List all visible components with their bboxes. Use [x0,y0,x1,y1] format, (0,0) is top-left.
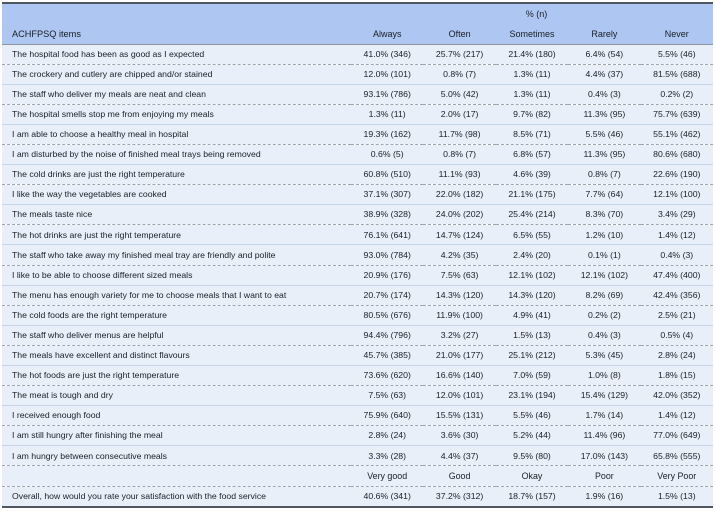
value-cell: 1.4% (12) [641,225,713,245]
value-cell: 2.8% (24) [641,345,713,365]
value-cell: 5.5% (46) [568,124,640,144]
value-cell: 3.2% (27) [423,325,495,345]
table-row [2,345,713,365]
value-cell: 15.4% (129) [568,386,640,406]
table-header [2,3,713,44]
table-row [2,406,713,426]
value-cell: 11.3% (95) [568,144,640,164]
value-cell: 0.4% (3) [641,245,713,265]
value-cell: 16.6% (140) [423,366,495,386]
value-cell: 3.4% (29) [641,205,713,225]
rating-header-very-poor: Very Poor [641,466,713,486]
table-row [2,205,713,225]
table-row [2,124,713,144]
value-cell: 9.7% (82) [496,104,568,124]
value-cell: 4.4% (37) [423,446,495,466]
item-label: I am hungry between consecutive meals [2,446,351,466]
value-cell: 22.6% (190) [641,165,713,185]
value-cell: 8.3% (70) [568,205,640,225]
item-label: The cold foods are the right temperature [2,305,351,325]
value-cell: 1.3% (11) [496,84,568,104]
value-cell: 65.8% (555) [641,446,713,466]
column-header-never: Never [641,24,713,44]
value-cell: 73.6% (620) [351,366,423,386]
value-cell: 1.2% (10) [568,225,640,245]
value-cell: 75.9% (640) [351,406,423,426]
value-cell: 1.7% (14) [568,406,640,426]
table-row [2,185,713,205]
value-cell: 15.5% (131) [423,406,495,426]
table-row [2,305,713,325]
value-cell: 38.9% (328) [351,205,423,225]
value-cell: 5.2% (44) [496,426,568,446]
item-label: The hot drinks are just the right temperature [2,225,351,245]
rating-header-very-good: Very good [351,466,423,486]
percent-n-label: % (n) [525,8,548,19]
value-cell: 3.6% (30) [423,426,495,446]
value-cell: 37.1% (307) [351,185,423,205]
rating-scale-header-row [2,466,713,486]
value-cell: 20.7% (174) [351,285,423,305]
value-cell: 0.8% (7) [423,144,495,164]
value-cell: 4.2% (35) [423,245,495,265]
value-cell: 1.3% (11) [496,64,568,84]
item-label: The staff who deliver menus are helpful [2,325,351,345]
table-row [2,225,713,245]
item-label: The meat is tough and dry [2,386,351,406]
item-label: The cold drinks are just the right temperature [2,165,351,185]
item-label: The menu has enough variety for me to choose meals that I want to eat [2,285,351,305]
value-cell: 23.1% (194) [496,386,568,406]
item-label: I am still hungry after finishing the meal [2,426,351,446]
value-cell: 4.9% (41) [496,305,568,325]
value-cell: 11.9% (100) [423,305,495,325]
value-cell: 19.3% (162) [351,124,423,144]
table-row [2,245,713,265]
table-row [2,446,713,466]
value-cell: 0.4% (3) [568,325,640,345]
value-cell: 5.5% (46) [496,406,568,426]
value-cell: 0.4% (3) [568,84,640,104]
value-cell: 12.1% (102) [568,265,640,285]
value-cell: 9.5% (80) [496,446,568,466]
value-cell: 93.1% (786) [351,84,423,104]
item-label: The meals have excellent and distinct flavours [2,345,351,365]
column-header-often: Often [423,24,495,44]
value-cell: 12.0% (101) [351,64,423,84]
value-cell: 4.4% (37) [568,64,640,84]
value-cell: 11.1% (93) [423,165,495,185]
value-cell: 0.6% (5) [351,144,423,164]
table-row [2,426,713,446]
item-label: The meals taste nice [2,205,351,225]
value-cell: 42.4% (356) [641,285,713,305]
value-cell: 1.5% (13) [496,325,568,345]
overall-satisfaction-row [2,486,713,507]
value-cell: 5.3% (45) [568,345,640,365]
value-cell: 2.4% (20) [496,245,568,265]
table-row [2,64,713,84]
value-cell: 4.6% (39) [496,165,568,185]
value-cell: 0.8% (7) [568,165,640,185]
value-cell: 1.4% (12) [641,406,713,426]
value-cell: 21.4% (180) [496,44,568,64]
rating-header-poor: Poor [568,466,640,486]
value-cell: 45.7% (385) [351,345,423,365]
value-cell: 1.0% (8) [568,366,640,386]
value-cell: 80.5% (676) [351,305,423,325]
value-cell: 76.1% (641) [351,225,423,245]
value-cell: 8.5% (71) [496,124,568,144]
table-row [2,84,713,104]
value-cell: 25.1% (212) [496,345,568,365]
value-cell: 6.8% (57) [496,144,568,164]
overall-value-cell: 40.6% (341) [351,486,423,507]
value-cell: 25.7% (217) [423,44,495,64]
rating-header-good: Good [423,466,495,486]
column-header-always: Always [351,24,423,44]
item-label: I like the way the vegetables are cooked [2,185,351,205]
overall-value-cell: 1.5% (13) [641,486,713,507]
item-label: I received enough food [2,406,351,426]
header-spacer-cell [2,3,351,24]
column-headers-row [2,24,713,44]
table-row [2,265,713,285]
overall-value-cell: 18.7% (157) [496,486,568,507]
value-cell: 94.4% (796) [351,325,423,345]
value-cell: 17.0% (143) [568,446,640,466]
value-cell: 41.0% (346) [351,44,423,64]
item-label: The hot foods are just the right temperature [2,366,351,386]
item-label: The crockery and cutlery are chipped and/or stained [2,64,351,84]
value-cell: 11.3% (95) [568,104,640,124]
value-cell: 2.8% (24) [351,426,423,446]
value-cell: 21.1% (175) [496,185,568,205]
value-cell: 81.5% (688) [641,64,713,84]
value-cell: 6.5% (55) [496,225,568,245]
value-cell: 12.0% (101) [423,386,495,406]
items-column-header: ACHFPSQ items [2,24,351,44]
value-cell: 12.1% (100) [641,185,713,205]
value-cell: 24.0% (202) [423,205,495,225]
value-cell: 5.5% (46) [641,44,713,64]
value-cell: 7.0% (59) [496,366,568,386]
table-row [2,325,713,345]
value-cell: 12.1% (102) [496,265,568,285]
value-cell: 2.5% (21) [641,305,713,325]
value-cell: 0.5% (4) [641,325,713,345]
value-cell: 11.4% (96) [568,426,640,446]
value-cell: 7.5% (63) [351,386,423,406]
value-cell: 55.1% (462) [641,124,713,144]
table-row [2,285,713,305]
value-cell: 1.8% (15) [641,366,713,386]
item-label: The hospital food has been as good as I expected [2,44,351,64]
overall-item-label: Overall, how would you rate your satisfaction with the food service [2,486,351,507]
table-row [2,44,713,64]
value-cell: 8.2% (69) [568,285,640,305]
percent-n-group-row [2,3,713,24]
value-cell: 21.0% (177) [423,345,495,365]
column-header-rarely: Rarely [568,24,640,44]
table-row [2,104,713,124]
table-row [2,386,713,406]
value-cell: 11.7% (98) [423,124,495,144]
table-row [2,366,713,386]
table-body [2,44,713,507]
item-label: The hospital smells stop me from enjoying my meals [2,104,351,124]
table-row [2,165,713,185]
value-cell: 80.6% (680) [641,144,713,164]
overall-value-cell: 1.9% (16) [568,486,640,507]
value-cell: 22.0% (182) [423,185,495,205]
value-cell: 1.3% (11) [351,104,423,124]
value-cell: 42.0% (352) [641,386,713,406]
value-cell: 5.0% (42) [423,84,495,104]
value-cell: 7.5% (63) [423,265,495,285]
value-cell: 7.7% (64) [568,185,640,205]
value-cell: 2.0% (17) [423,104,495,124]
value-cell: 0.2% (2) [641,84,713,104]
rating-header-okay: Okay [496,466,568,486]
value-cell: 14.3% (120) [423,285,495,305]
value-cell: 25.4% (214) [496,205,568,225]
value-cell: 60.8% (510) [351,165,423,185]
table-row [2,144,713,164]
item-label: The staff who take away my finished meal tray are friendly and polite [2,245,351,265]
value-cell: 3.3% (28) [351,446,423,466]
sub-header-spacer-cell [2,466,351,486]
value-cell: 14.3% (120) [496,285,568,305]
value-cell: 77.0% (649) [641,426,713,446]
item-label: I like to be able to choose different sized meals [2,265,351,285]
item-label: The staff who deliver my meals are neat and clean [2,84,351,104]
value-cell: 75.7% (639) [641,104,713,124]
item-label: I am able to choose a healthy meal in hospital [2,124,351,144]
value-cell: 14.7% (124) [423,225,495,245]
achfpsq-results-table [2,2,713,508]
value-cell: 0.8% (7) [423,64,495,84]
value-cell: 0.2% (2) [568,305,640,325]
value-cell: 20.9% (176) [351,265,423,285]
value-cell: 93.0% (784) [351,245,423,265]
value-cell: 0.1% (1) [568,245,640,265]
column-header-sometimes: Sometimes [496,24,568,44]
overall-value-cell: 37.2% (312) [423,486,495,507]
value-cell: 47.4% (400) [641,265,713,285]
item-label: I am disturbed by the noise of finished meal trays being removed [2,144,351,164]
percent-n-group-cell [351,3,713,24]
value-cell: 6.4% (54) [568,44,640,64]
